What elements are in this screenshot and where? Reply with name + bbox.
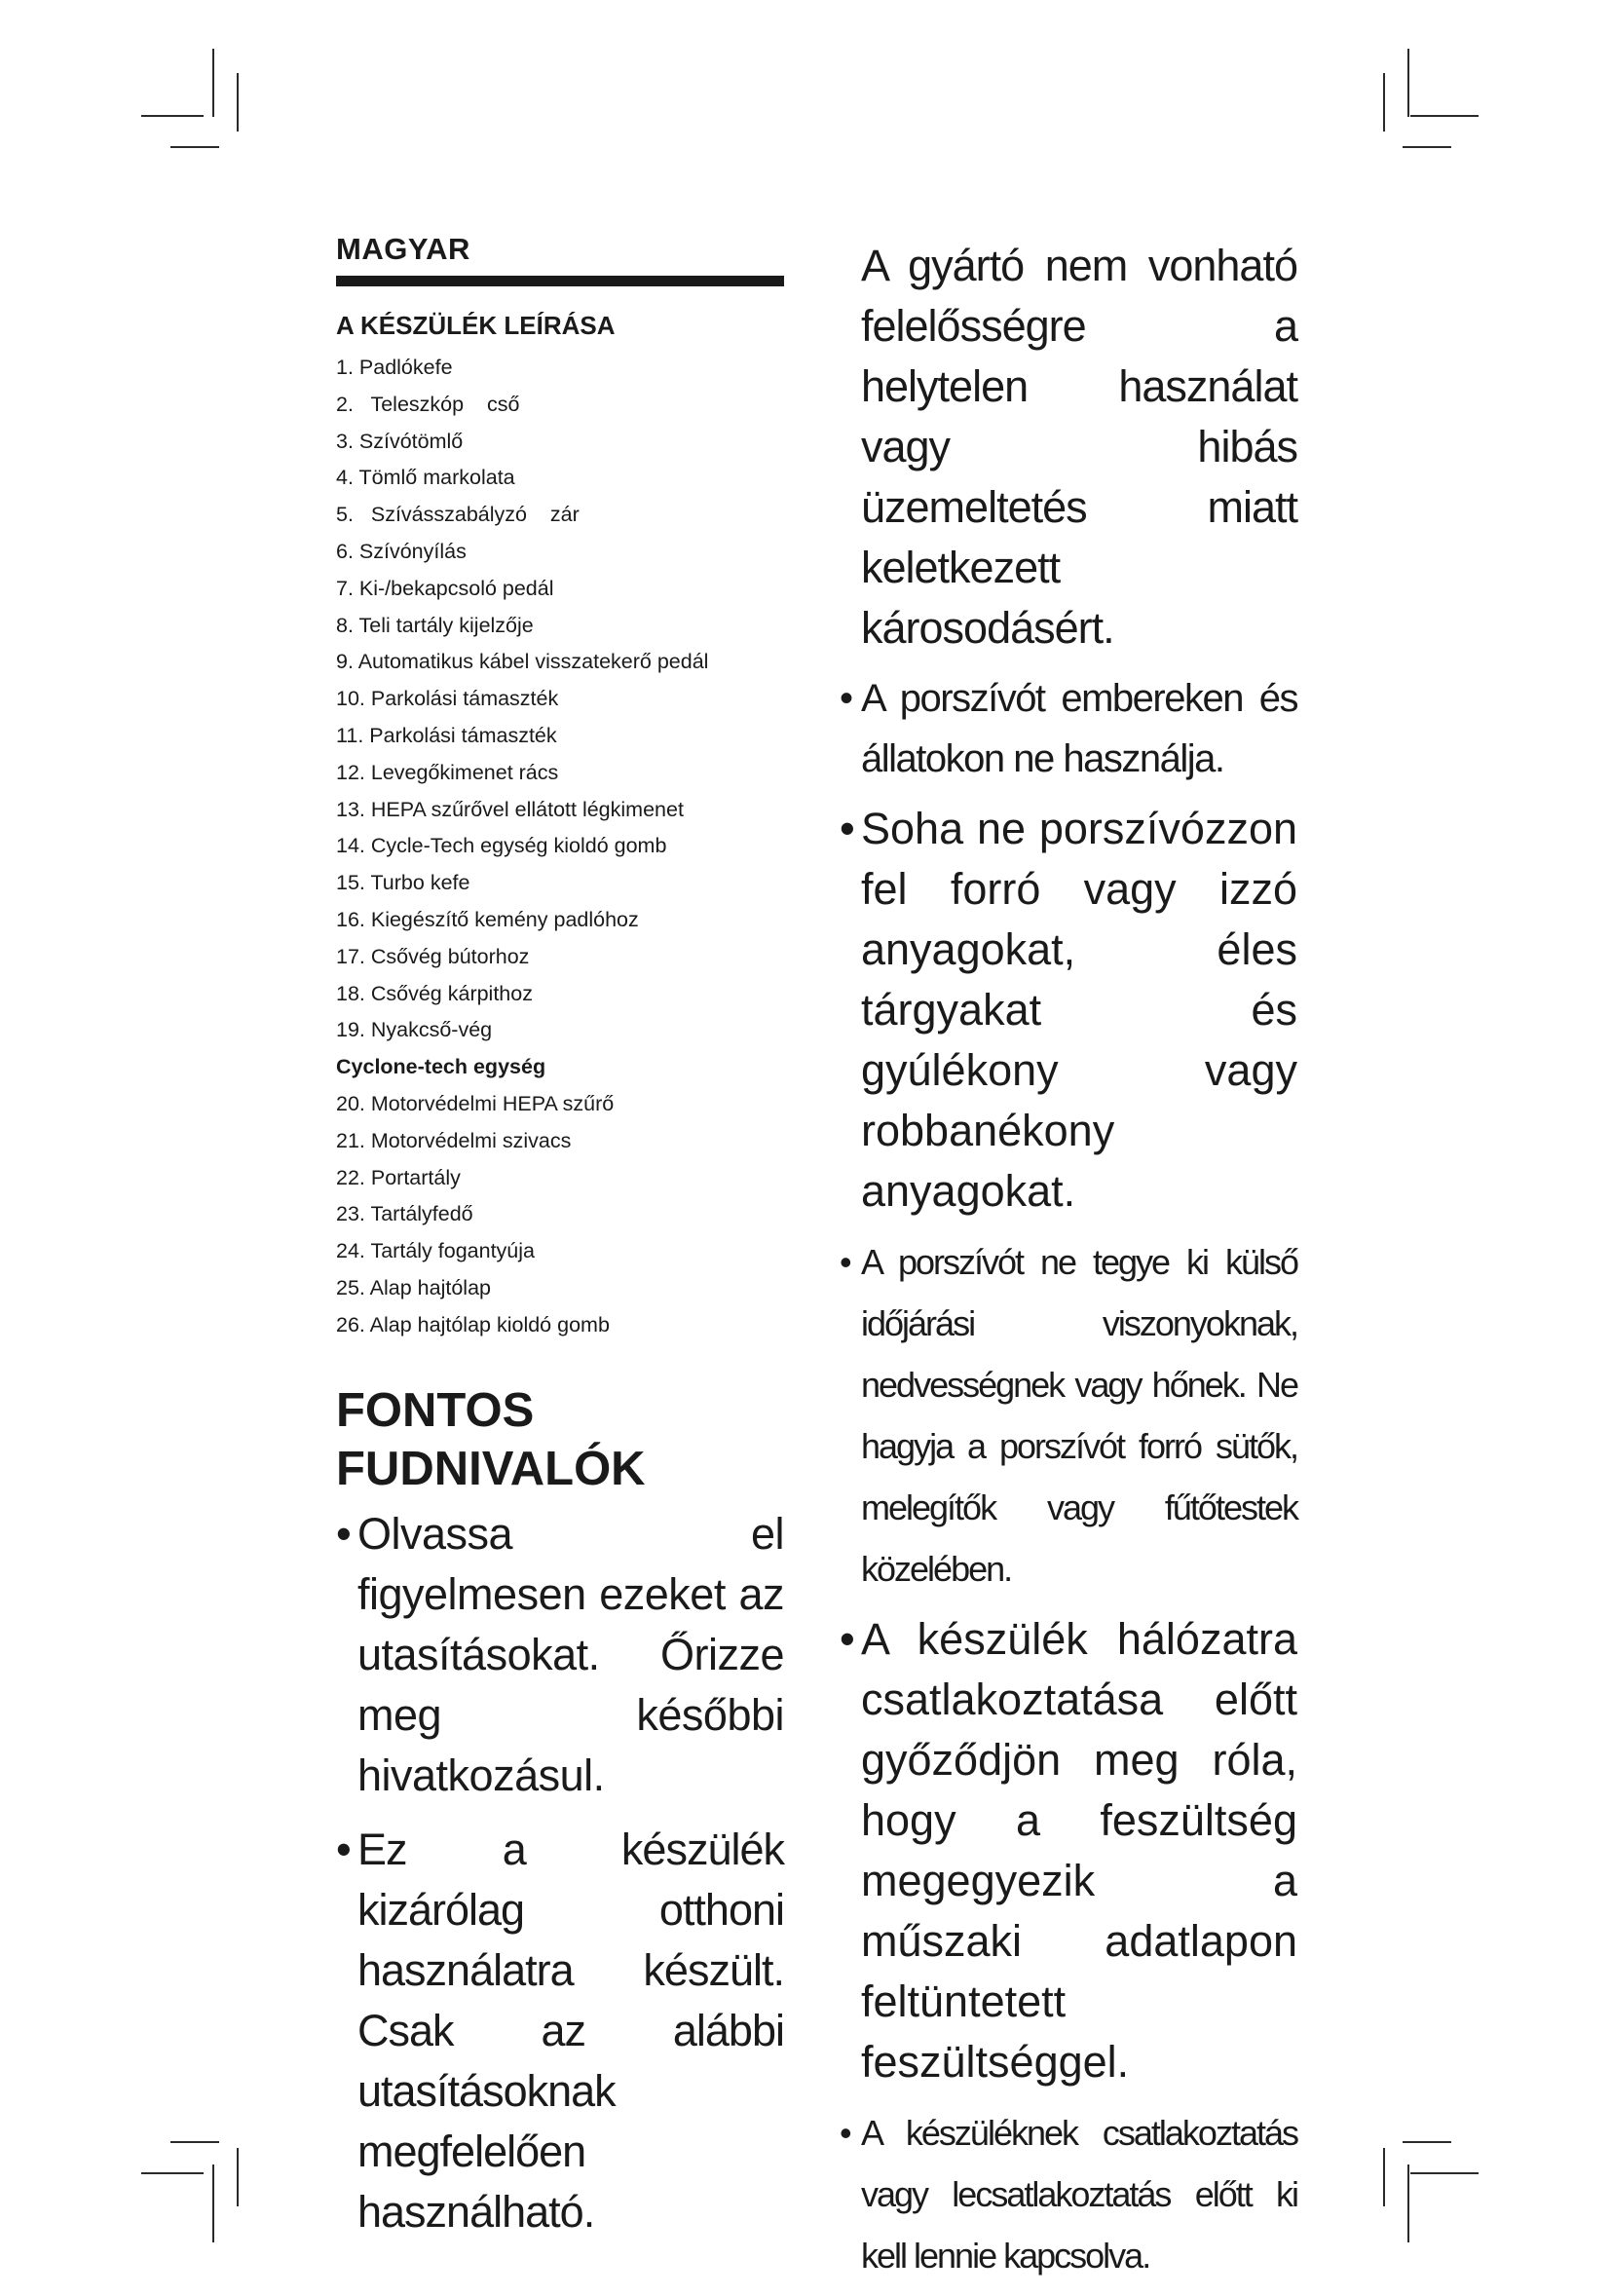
crop-mark	[1407, 49, 1409, 117]
bullet-text: A porszívót ne tegye ki külső időjárási viszonyoknak, nedvességnek vagy hőnek. Ne hagyja a porszívót forró sütők, melegítők vagy fűtőtestek közelében.	[861, 1242, 1297, 1589]
list-item: 8. Teli tartály kijelzője	[336, 613, 534, 637]
bullet-item	[840, 1231, 1297, 1600]
list-item: 10. Parkolási támaszték	[336, 687, 559, 711]
bullet-icon: •	[840, 1242, 850, 1282]
bullet-item	[840, 1609, 1297, 2092]
bullet-item	[336, 1504, 784, 1806]
bullet-item	[840, 2102, 1297, 2286]
crop-mark	[1410, 115, 1479, 117]
list-item: 5. Szívásszabályzó zár	[336, 503, 580, 527]
bullet-text: A porszívót embereken és állatokon ne használja.	[861, 677, 1297, 780]
bullet-item	[336, 1820, 784, 2242]
list-item: 12. Levegőkimenet rács	[336, 760, 559, 784]
list-item: 21. Motorvédelmi szivacs	[336, 1128, 572, 1152]
crop-mark	[170, 2141, 219, 2143]
left-column	[336, 234, 784, 2256]
crop-mark	[212, 2164, 214, 2242]
heading-rule	[336, 276, 784, 286]
list-item: 7. Ki-/bekapcsoló pedál	[336, 576, 554, 600]
crop-mark	[170, 146, 219, 148]
list-item: 13. HEPA szűrővel ellátott légkimenet	[336, 797, 684, 821]
subsection-title: Cyclone-tech egység	[336, 1055, 546, 1079]
bullet-text: A készüléknek csatlakoztatás vagy lecsatlakoztatás előtt ki kell lennie kapcsolva.	[861, 2113, 1297, 2276]
list-item: 18. Csővég kárpithoz	[336, 981, 533, 1005]
bullet-text: Olvassa el figyelmesen ezeket az utasításokat. Őrizze meg későbbi hivatkozásul.	[357, 1508, 784, 1800]
list-item: 1. Padlókefe	[336, 356, 453, 379]
crop-mark	[1407, 2164, 1409, 2242]
list-item: 11. Parkolási támaszték	[336, 723, 557, 747]
list-item: 9. Automatikus kábel visszatekerő pedál	[336, 650, 709, 674]
bullet-item	[840, 668, 1297, 789]
bullet-text: A készülék hálózatra csatlakoztatása előtt győződjön meg róla, hogy a feszültség megegyezik a műszaki adatlapon feltüntetett feszültséggel.	[861, 1614, 1297, 2087]
crop-mark	[1403, 2141, 1451, 2143]
crop-mark	[212, 49, 214, 117]
crop-mark	[237, 2148, 239, 2206]
paragraph-text: A gyártó nem vonható felelősségre a helytelen használat vagy hibás üzemeltetés miatt keletkezett károsodásért.	[861, 241, 1297, 653]
list-item: 22. Portartály	[336, 1165, 461, 1189]
bullet-icon: •	[840, 677, 852, 720]
bullet-icon: •	[336, 1824, 352, 1874]
bullet-icon: •	[840, 2113, 850, 2153]
list-item: 14. Cycle-Tech egység kioldó gomb	[336, 834, 667, 858]
parts-list	[336, 350, 784, 1344]
paragraph	[840, 236, 1297, 659]
language-heading: MAGYAR	[336, 232, 470, 266]
list-item: 20. Motorvédelmi HEPA szűrő	[336, 1091, 615, 1115]
crop-mark	[141, 115, 204, 117]
list-item: 4. Tömlő markolata	[336, 466, 515, 490]
list-item: 16. Kiegészítő kemény padlóhoz	[336, 907, 639, 931]
crop-mark	[237, 73, 239, 132]
list-item: 2. Teleszkóp cső	[336, 392, 520, 416]
crop-mark	[1410, 2172, 1479, 2174]
bullet-item	[840, 799, 1297, 1222]
right-column	[840, 236, 1297, 2296]
bullet-icon: •	[840, 1614, 855, 1664]
crop-mark	[1383, 73, 1385, 132]
crop-mark	[1403, 146, 1451, 148]
bullet-text: Soha ne porszívózzon fel forró vagy izzó anyagokat, éles tárgyakat és gyúlékony vagy robbanékony anyagokat.	[861, 804, 1297, 1216]
list-item: 6. Szívónyílás	[336, 539, 467, 563]
section-title: A KÉSZÜLÉK LEÍRÁSA	[336, 311, 616, 340]
list-item: 25. Alap hajtólap	[336, 1275, 491, 1299]
list-item: 23. Tartályfedő	[336, 1202, 473, 1226]
crop-mark	[1383, 2148, 1385, 2206]
list-item: 3. Szívótömlő	[336, 429, 464, 453]
list-item: 26. Alap hajtólap kioldó gomb	[336, 1312, 610, 1336]
bullet-icon: •	[840, 804, 855, 853]
list-item: 19. Nyakcső-vég	[336, 1018, 493, 1042]
important-title	[336, 1381, 784, 1498]
important-title-line: FUDNIVALÓK	[336, 1442, 646, 1495]
bullet-text: Ez a készülék kizárólag otthoni használatra készült. Csak az alábbi utasításoknak megfelelően használható.	[357, 1824, 784, 2237]
important-title-line: FONTOS	[336, 1383, 535, 1437]
list-item: 17. Csővég bútorhoz	[336, 944, 530, 968]
list-item: 24. Tartály fogantyúja	[336, 1239, 535, 1263]
crop-mark	[141, 2172, 204, 2174]
bullet-icon: •	[336, 1508, 352, 1559]
list-item: 15. Turbo kefe	[336, 871, 470, 895]
